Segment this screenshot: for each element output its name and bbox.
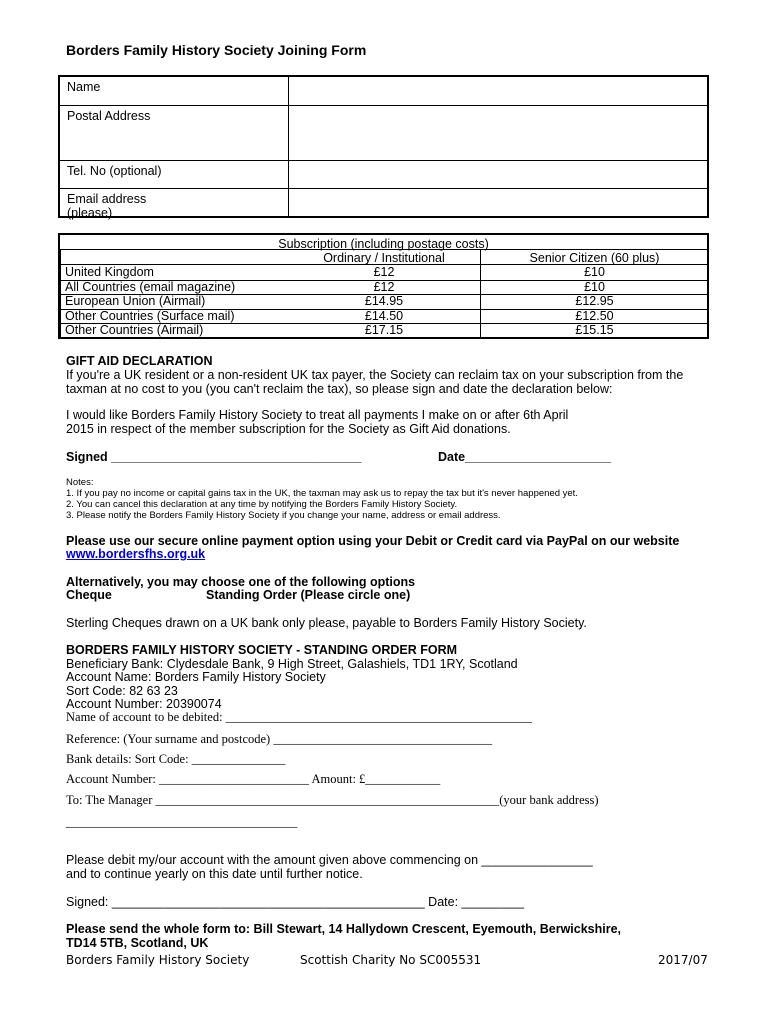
form-title: Borders Family History Society Joining Form [66,42,367,58]
online-payment-text: Please use our secure online payment option using your Debit or Credit card via PayPal on our website [66,534,680,548]
standing-order-option[interactable]: Standing Order (Please circle one) [206,588,411,602]
debit-instruction[interactable]: Please debit my/our account with the amount given above commencing on ________________ [66,853,593,867]
table-line [60,249,707,250]
senior-price: £12.50 [575,308,614,323]
bank-address-field[interactable]: _____________________________________ [66,815,298,829]
postal-address-row[interactable] [60,106,707,161]
ordinary-price: £14.50 [364,308,404,323]
note-item: 2. You can cancel this declaration at any time by notifying the Borders Family History Society. [66,499,458,510]
gift-aid-date-field[interactable]: Date_____________________ [438,450,612,464]
bank-manager-field[interactable]: To: The Manager _______________________________________________________(your bank address) [66,793,599,807]
send-address: Please send the whole form to: Bill Stewart, 14 Hallydown Crescent, Eyemouth, Berwickshire, [66,922,622,936]
notes-heading: Notes: [66,477,94,488]
name-row[interactable] [60,77,707,106]
gift-aid-heading: GIFT AID DECLARATION [66,354,213,368]
footer-charity-number: Scottish Charity No SC005531 [300,953,482,967]
bank-sort-code-field[interactable]: Bank details: Sort Code: _______________ [66,752,286,766]
ordinary-price: £17.15 [364,323,404,337]
senior-price: £10 [584,265,605,279]
senior-price: £12.95 [575,294,614,308]
subscription-region: United Kingdom [65,265,154,279]
note-item: 3. Please notify the Borders Family History Society if you change your name, address or email address. [66,510,501,521]
gift-aid-signed-field[interactable]: Signed ____________________________________ [66,450,362,464]
send-address: TD14 5TB, Scotland, UK [66,936,209,950]
account-amount-field[interactable]: Account Number: ________________________ Amount: £____________ [66,772,441,786]
contact-divider [288,77,289,216]
gift-aid-declaration: 2015 in respect of the member subscription for the Society as Gift Aid donations. [66,422,511,436]
tel-label: Tel. No (optional) [67,164,162,178]
subscription-region: European Union (Airmail) [65,294,206,308]
subscription-heading: Subscription (including postage costs) [278,237,489,251]
account-debited-field[interactable]: Name of account to be debited: _________________________________________________ [66,710,532,724]
sort-code: Sort Code: 82 63 23 [66,684,178,698]
ordinary-column-header: Ordinary / Institutional [323,251,445,265]
gift-aid-text: If you're a UK resident or a non-resident UK tax payer, the Society can reclaim tax on your subscription from the [66,368,684,382]
note-item: 1. If you pay no income or capital gains tax in the UK, the taxman may ask us to repay the tax but it's never happened yet. [66,488,578,499]
gift-aid-text: taxman at no cost to you (you can't reclaim the tax), so please sign and date the declaration below: [66,382,613,396]
senior-price: £10 [584,279,605,294]
website-link[interactable]: www.bordersfhs.org.uk [66,547,206,561]
standing-order-signed-field[interactable]: Signed: _____________________________________________ Date: _________ [66,895,525,909]
subscription-table [58,233,709,339]
options-heading: Alternatively, you may choose one of the following options [66,575,416,589]
subscription-region: All Countries (email magazine) [65,279,236,294]
email-label: Email address (please) [67,192,147,220]
footer-version: 2017/07 [658,953,708,967]
email-row[interactable] [60,189,707,218]
beneficiary-bank: Beneficiary Bank: Clydesdale Bank, 9 High Street, Galashiels, TD1 1RY, Scotland [66,657,518,671]
senior-price: £15.15 [575,323,614,337]
account-number: Account Number: 20390074 [66,697,222,711]
gift-aid-declaration: I would like Borders Family History Society to treat all payments I make on or after 6th April [66,408,569,422]
senior-column-header: Senior Citizen (60 plus) [529,251,660,265]
ordinary-price: £12 [373,265,395,279]
footer-society: Borders Family History Society [66,953,250,967]
ordinary-price: £14.95 [364,294,404,308]
name-label: Name [67,80,101,94]
sterling-cheques-text: Sterling Cheques drawn on a UK bank only please, payable to Borders Family History Society. [66,616,587,630]
debit-instruction: and to continue yearly on this date until further notice. [66,867,363,881]
postal-address-label: Postal Address [67,109,151,123]
standing-order-heading: BORDERS FAMILY HISTORY SOCIETY - STANDING ORDER FORM [66,643,458,657]
account-name: Account Name: Borders Family History Society [66,670,326,684]
subscription-region: Other Countries (Surface mail) [65,308,235,323]
cheque-option[interactable]: Cheque [66,588,112,602]
contact-table [58,75,709,218]
tel-row[interactable] [60,161,707,189]
subscription-region: Other Countries (Airmail) [65,323,204,337]
ordinary-price: £12 [373,279,395,294]
reference-field[interactable]: Reference: (Your surname and postcode) ___________________________________ [66,732,493,746]
